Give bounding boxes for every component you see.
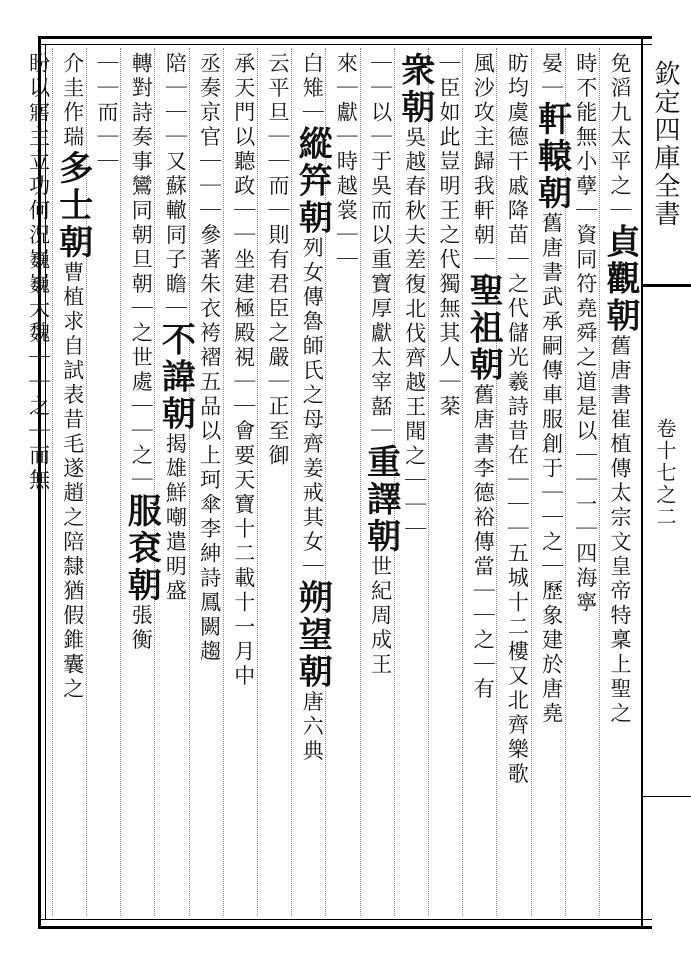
bottom-border: [38, 926, 652, 929]
text-run: 承天門以聽政｜｜坐建極殿視｜｜會要天寶十二載十一月中: [231, 52, 256, 689]
entry-heading: 軒轅朝: [531, 101, 572, 212]
entry-heading: 重譯朝: [360, 444, 401, 555]
text-column: [429, 52, 469, 914]
text-column: [121, 52, 161, 914]
text-column: [292, 52, 332, 914]
text-column: [258, 52, 298, 914]
text-column: [19, 52, 59, 914]
top-border-inner: [38, 44, 652, 45]
entry-heading: 聖祖朝: [463, 272, 504, 384]
text-run: 免滔九太平之｜: [608, 52, 632, 224]
volume-label: 卷十七之二: [653, 418, 677, 528]
text-column: [224, 52, 264, 914]
text-run: 揭雄鮮嘲遣明盛: [163, 432, 188, 604]
bottom-border-inner: [38, 919, 652, 920]
text-column: [566, 52, 606, 914]
text-column: [497, 52, 537, 914]
text-run: 曹植求自試表昔毛遂趙之陪隸猶假錐囊之: [60, 261, 85, 702]
series-title: 欽定四庫全書: [650, 60, 680, 228]
text-run: 吳越春秋夫差復北伐齊越王聞之｜｜｜: [402, 126, 427, 543]
entry-heading: 服袞朝: [121, 493, 162, 604]
text-run: 白雉｜: [300, 52, 325, 126]
text-column: [600, 52, 640, 914]
spine-line: [641, 284, 691, 287]
text-run: 昉均虞德干戚降苗｜之代儲光羲詩昔在｜｜｜五城十二樓又北齊樂歌: [505, 52, 530, 787]
text-run: 時不能無小孽｜資同符堯舜之道是以｜｜一｜四海寧: [573, 52, 598, 616]
text-run: 張衡: [129, 604, 154, 653]
entry-heading: 衆朝: [394, 52, 435, 126]
text-run: 舊唐書武承嗣傳車服創于｜｜之｜歷象建於唐堯: [539, 212, 564, 727]
text-run: 舊唐書崔植傳太宗文皇帝特稟上聖之: [608, 334, 632, 727]
entry-heading: 縱筓朝: [292, 125, 333, 237]
text-column: [463, 52, 503, 914]
text-column: [53, 52, 93, 914]
text-run: 舊唐書李德裕傳當｜｜之｜有: [471, 383, 496, 702]
entry-heading: 貞觀朝: [600, 223, 640, 335]
text-run: 盼以寤主立功何況巍巍大魏｜｜之｜而無: [26, 52, 51, 493]
text-column: [395, 52, 435, 914]
text-run: ｜｜以｜于吳而以重寶厚獻太宰嚭｜: [368, 52, 393, 444]
text-column: [190, 52, 230, 914]
text-run: 世紀周成王: [368, 555, 393, 678]
text-run: ｜臣如此豈明王之代獨無其人｜棻: [437, 52, 461, 420]
text-run: 轉對詩奏事鸞同朝旦朝｜之世處｜｜之｜: [129, 52, 154, 493]
text-column: [532, 52, 572, 914]
text-column: [361, 52, 401, 914]
text-run: 陪｜｜｜又蘇轍同子瞻｜: [163, 52, 188, 322]
text-column: [87, 52, 127, 914]
text-run: 唐六典: [300, 690, 325, 764]
top-border: [38, 36, 652, 39]
text-column: [155, 52, 195, 914]
text-run: 來｜獻｜時越裳｜｜: [334, 52, 359, 273]
text-run: 云平旦｜｜而｜則有君臣之嚴｜正至御: [266, 52, 290, 469]
text-run: 晏｜: [539, 52, 564, 101]
text-run: 列女傳魯師氏之母齊姜戒其女｜: [300, 236, 325, 580]
text-run: 丞奏京官｜｜｜參著朱衣袴褶五品以上珂傘李紳詩鳳闕趨: [197, 52, 222, 665]
text-run: ｜｜而｜｜: [95, 52, 119, 175]
entry-heading: 多士朝: [52, 150, 93, 261]
entry-heading: 朔望朝: [292, 579, 333, 691]
text-column: [326, 52, 366, 914]
spine-line-lower: [641, 796, 691, 797]
entry-heading: 不諱朝: [155, 321, 196, 433]
text-run: 介圭作瑞: [60, 52, 85, 150]
text-run: 風沙攻主歸我軒朝｜: [471, 52, 496, 273]
